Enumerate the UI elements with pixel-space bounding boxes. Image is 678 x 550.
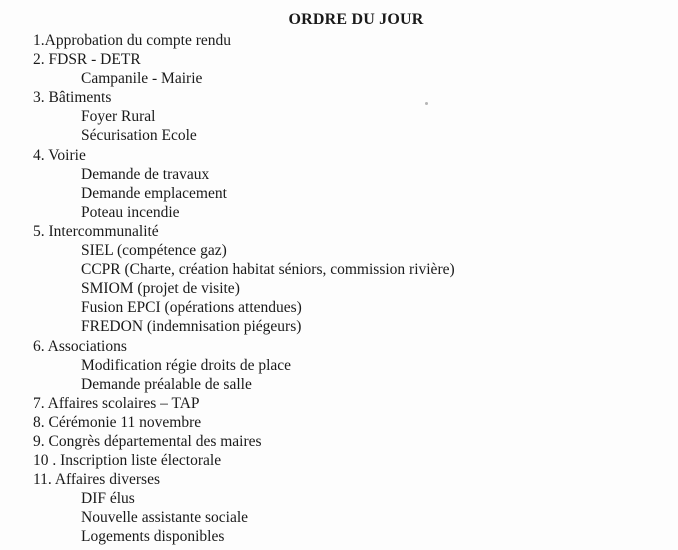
agenda-subitem: Sécurisation Ecole [81,127,197,145]
agenda-item-11: 11. Affaires diverses [33,471,160,489]
agenda-item-3: 3. Bâtiments [33,89,112,107]
agenda-subitem: Demande emplacement [81,184,227,202]
agenda-subitem: SMIOM (projet de visite) [81,280,240,298]
agenda-list [33,31,673,547]
agenda-subitem: Demande préalable de salle [81,375,252,393]
agenda-subitem: Demande de travaux [81,165,210,183]
document-title: ORDRE DU JOUR [288,11,424,28]
agenda-item-5: 5. Intercommunalité [33,222,159,240]
agenda-item-10: 10 . Inscription liste électorale [33,452,222,470]
agenda-subitem: DIF élus [81,490,135,508]
agenda-subitem: FREDON (indemnisation piégeurs) [81,318,302,336]
agenda-item-7: 7. Affaires scolaires – TAP [33,394,200,412]
agenda-item-9: 9. Congrès départemental des maires [33,432,262,450]
agenda-subitem: Modification régie droits de place [81,356,292,374]
agenda-item-8: 8. Cérémonie 11 novembre [33,413,202,431]
agenda-subitem: Foyer Rural [81,108,156,126]
agenda-subitem: CCPR (Charte, création habitat séniors, commission rivière) [81,261,455,279]
agenda-item-4: 4. Voirie [33,146,86,164]
agenda-subitem: Fusion EPCI (opérations attendues) [81,299,302,317]
agenda-subitem: SIEL (compétence gaz) [81,242,227,260]
agenda-subitem: Logements disponibles [81,528,225,546]
agenda-subitem: Poteau incendie [81,203,180,221]
agenda-item-2: 2. FDSR - DETR [33,51,141,69]
agenda-item-6: 6. Associations [33,337,127,355]
agenda-subitem: Nouvelle assistante sociale [81,509,249,527]
agenda-item-1: 1.Approbation du compte rendu [33,32,232,49]
agenda-subitem: Campanile - Mairie [81,70,203,88]
